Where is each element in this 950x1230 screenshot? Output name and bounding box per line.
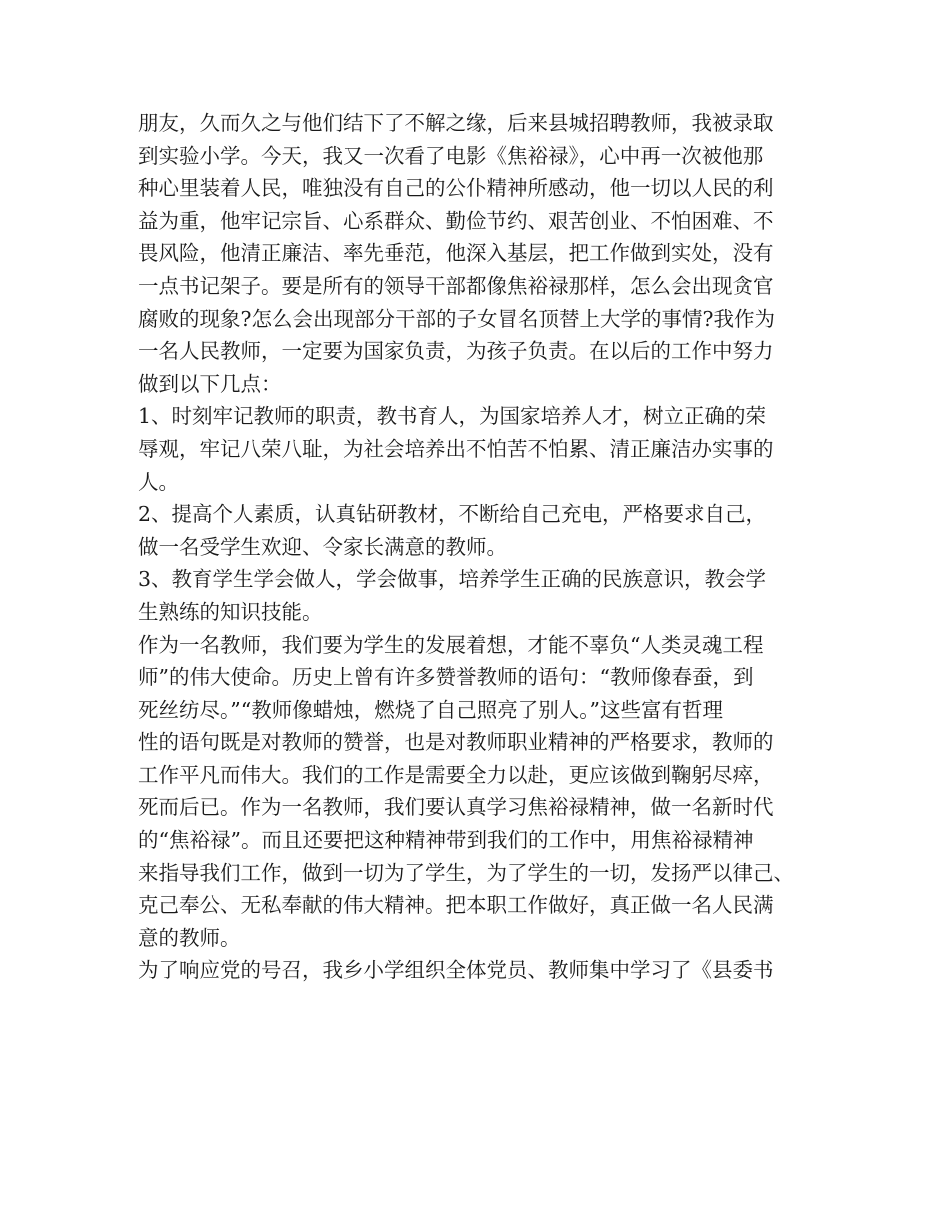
text-line: 的“焦裕禄”。而且还要把这种精神带到我们的工作中，用焦裕禄精神: [138, 828, 754, 853]
text-line: 做到以下几点：: [138, 371, 282, 396]
text-line: 性的语句既是对教师的赞誉，也是对教师职业精神的严格要求，教师的: [138, 730, 774, 755]
text-line: 一点书记架子。要是所有的领导干部都像焦裕禄那样，怎么会出现贪官: [138, 273, 774, 298]
text-line: 生熟练的知识技能。: [138, 599, 323, 624]
text-line: 意的教师。: [138, 925, 241, 950]
list-item-3: 3、教育学生学会做人，学会做事，培养学生正确的民族意识，教会学: [138, 567, 767, 592]
list-item-1: 1、时刻牢记教师的职责，教书育人，为国家培养人才，树立正确的荣: [138, 404, 767, 429]
document-body: [138, 107, 828, 987]
text-line: 朋友，久而久之与他们结下了不解之缘，后来县城招聘教师，我被录取: [138, 111, 774, 135]
list-item-2: 2、提高个人素质，认真钻研教材，不断给自己充电，严格要求自己，: [138, 502, 767, 527]
text-line: 种心里装着人民，唯独没有自己的公仆精神所感动，他一切以人民的利: [138, 176, 774, 201]
text-line: 益为重，他牢记宗旨、心系群众、勤俭节约、艰苦创业、不怕困难、不: [138, 208, 774, 233]
text-line: 为了响应党的号召，我乡小学组织全体党员、教师集中学习了《县委书: [138, 958, 774, 983]
text-line: 死丝纺尽。”“教师像蜡烛，燃烧了自己照亮了别人。”这些富有哲理: [138, 697, 723, 722]
text-line: 来指导我们工作，做到一切为了学生，为了学生的一切，发扬严以律己、: [138, 860, 794, 885]
text-line: 一名人民教师，一定要为国家负责，为孩子负责。在以后的工作中努力: [138, 339, 774, 364]
text-line: 作为一名教师，我们要为学生的发展着想，才能不辜负“人类灵魂工程: [138, 632, 764, 657]
text-line: 师”的伟大使命。历史上曾有许多赞誉教师的语句：“教师像春蚕，到: [138, 665, 754, 690]
text-line: 腐败的现象?怎么会出现部分干部的子女冒名顶替上大学的事情?我作为: [138, 306, 775, 331]
text-line: 做一名受学生欢迎、令家长满意的教师。: [138, 534, 507, 559]
text-line: 辱观，牢记八荣八耻，为社会培养出不怕苦不怕累、清正廉洁办实事的: [138, 436, 774, 461]
text-line: 克己奉公、无私奉献的伟大精神。把本职工作做好，真正做一名人民满: [138, 893, 774, 918]
text-line: 人。: [138, 469, 179, 494]
text-line: 死而后已。作为一名教师，我们要认真学习焦裕禄精神，做一名新时代: [138, 795, 774, 820]
text-line: 畏风险，他清正廉洁、率先垂范，他深入基层，把工作做到实处，没有: [138, 241, 774, 266]
text-line: 工作平凡而伟大。我们的工作是需要全力以赴，更应该做到鞠躬尽瘁，: [138, 762, 774, 787]
text-line: 到实验小学。今天，我又一次看了电影《焦裕禄》，心中再一次被他那: [138, 143, 764, 168]
